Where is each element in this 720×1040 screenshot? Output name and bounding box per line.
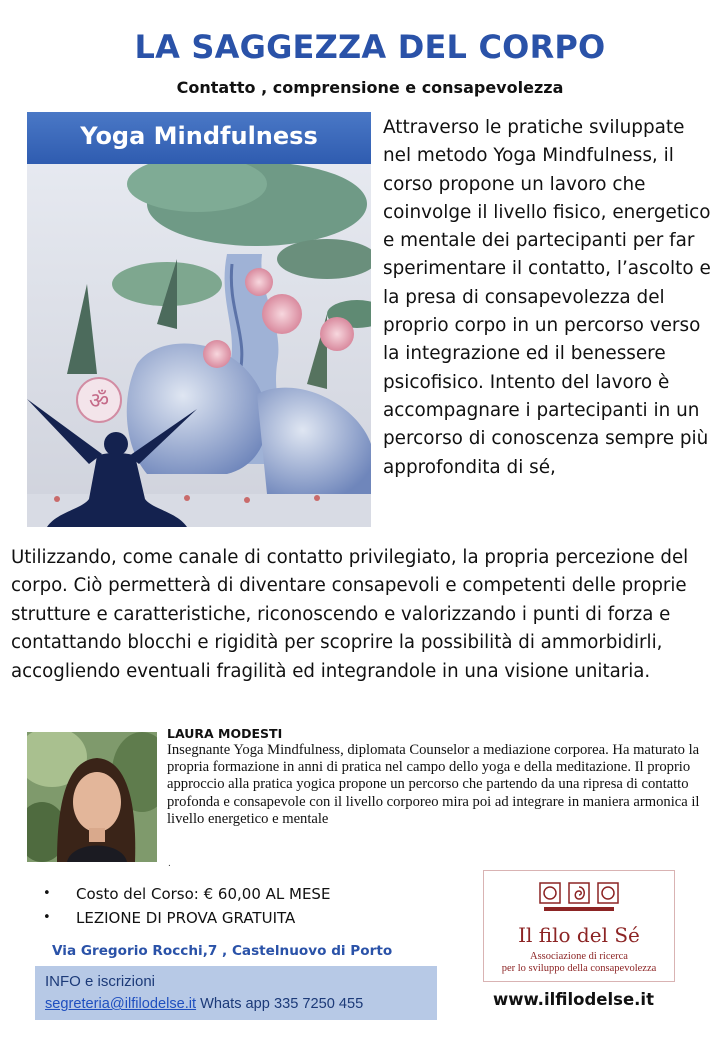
whatsapp-number: Whats app 335 7250 455 <box>196 996 364 1012</box>
bullet-icon: • <box>43 910 51 925</box>
intro-full-paragraph: Utilizzando, come canale di contatto privilegiato, la propria percezione del corpo. Ciò permetterà di diventare consapevoli e competenti delle proprie strutture e caratteristiche, riconoscendo e valorizzando i punti di forza e contattando blocchi e rigidità per scoprire la possibilità di ammorbidirli, accogliendo eventuali fragilità ed integrandole in una visione unitaria. <box>11 547 689 682</box>
logo-tagline-line-2: per lo sviluppo della consapevolezza <box>501 963 657 974</box>
image-banner-title: Yoga Mindfulness <box>80 122 318 150</box>
info-title: INFO e iscrizioni <box>45 973 156 990</box>
intro-side-paragraph: Attraverso le pratiche sviluppate nel metodo Yoga Mindfulness, il corso propone un lavoro che coinvolge il livello fisico, energetico e mentale dei partecipanti per far sperimentare il contatto, l’ascolto e la presa di consapevolezza del proprio corpo in un percorso verso la integrazione ed il benessere psicofisico. Intento del lavoro è accompagnare i partecipanti in un percorso di conoscenza sempre più approfondita di sé, <box>383 117 711 478</box>
logo-emblem-icon <box>484 875 674 925</box>
info-box <box>35 966 437 1020</box>
page-title: LA SAGGEZZA DEL CORPO <box>134 28 606 66</box>
teacher-photo <box>27 732 157 862</box>
organization-logo <box>483 870 675 982</box>
page-subtitle: Contatto , comprensione e consapevolezza <box>176 78 564 97</box>
image-banner <box>27 112 371 164</box>
logo-tagline <box>484 951 674 975</box>
logo-name: Il filo del Sé <box>518 923 640 947</box>
logo-tagline-line-1: Associazione di ricerca <box>530 951 628 962</box>
course-details-list <box>43 882 330 930</box>
website-url[interactable]: www.ilfilodelse.it <box>493 990 654 1009</box>
list-item <box>43 882 330 906</box>
yoga-mindfulness-image <box>27 112 371 527</box>
free-trial-lesson: LEZIONE DI PROVA GRATUITA <box>76 909 296 927</box>
course-cost: Costo del Corso: € 60,00 AL MESE <box>76 885 331 903</box>
email-link[interactable]: segreteria@ilfilodelse.it <box>45 996 197 1012</box>
yoga-illustration <box>27 164 371 527</box>
svg-text:ॐ: ॐ <box>88 389 110 414</box>
address: Via Gregorio Rocchi,7 , Castelnuovo di Porto <box>52 943 393 959</box>
bullet-icon: • <box>43 886 51 901</box>
trailing-mark: . <box>168 858 171 869</box>
teacher-name: LAURA MODESTI <box>167 726 283 741</box>
list-item <box>43 906 330 930</box>
teacher-bio: Insegnante Yoga Mindfulness, diplomata Counselor a mediazione corporea. Ha maturato la propria formazione in anni di pratica nel campo dello yoga e della meditazione. Il proprio approccio alla pratica yogica propone un percorso che partendo da una ripresa di contatto profonda e consapevole con il livello corporeo mira poi ad integrare in maniera armonica il livello energetico e mentale <box>167 742 700 827</box>
info-contacts <box>45 996 363 1012</box>
